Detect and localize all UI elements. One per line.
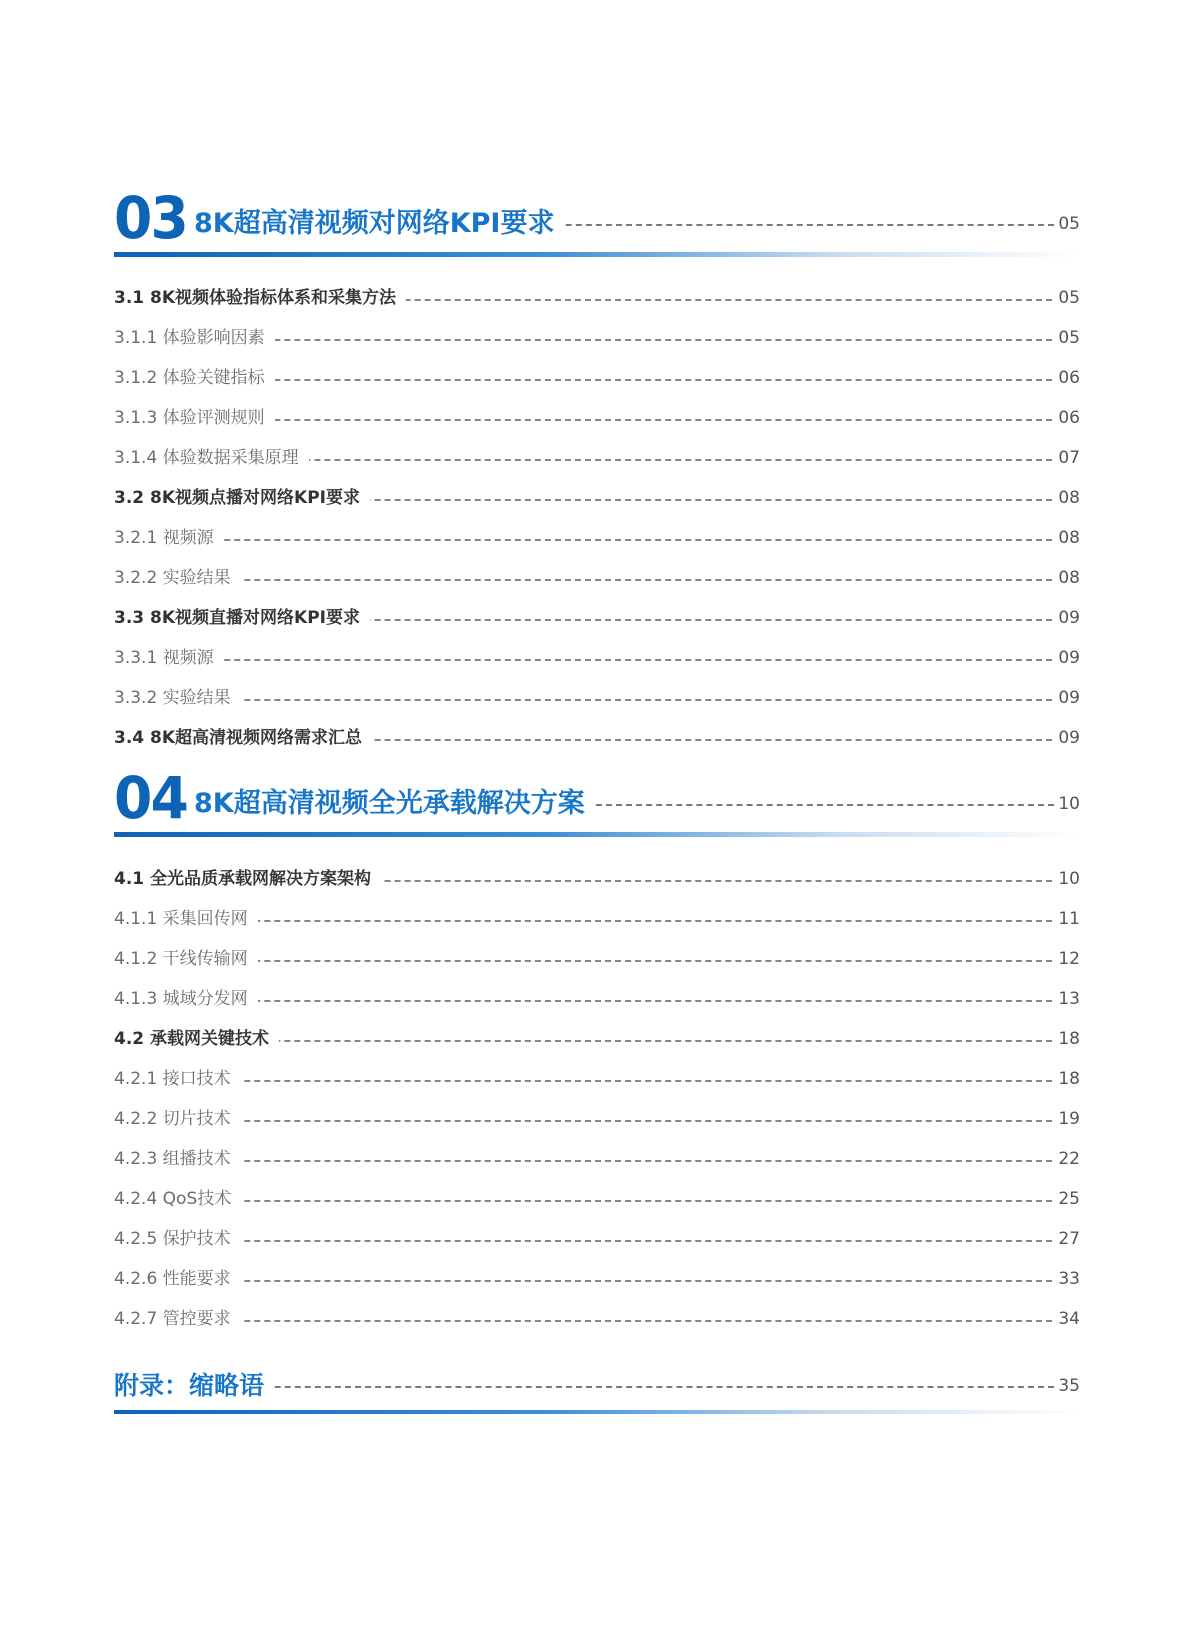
toc-entry-page: 05: [1054, 326, 1080, 350]
toc-entry-label: 3.1.3 体验评测规则: [114, 406, 275, 430]
toc-entry-3-2-1[interactable]: [114, 523, 1080, 553]
toc-entry-label: 3.2.1 视频源: [114, 526, 224, 550]
appendix-underline: [114, 1410, 1080, 1414]
toc-entry-label: 3.1.4 体验数据采集原理: [114, 446, 309, 470]
toc-entry-page: 09: [1054, 606, 1080, 630]
dotted-leader: [114, 1080, 1052, 1082]
chapter-page-number: 05: [1058, 214, 1080, 234]
toc-entry-page: 07: [1054, 446, 1080, 470]
toc-entry-4-2[interactable]: [114, 1024, 1080, 1054]
toc-entry-label: 3.4 8K超高清视频网络需求汇总: [114, 726, 372, 750]
toc-entry-label: 3.2.2 实验结果: [114, 566, 241, 590]
toc-entry-page: 08: [1054, 566, 1080, 590]
toc-entry-page: 08: [1054, 526, 1080, 550]
toc-entry-page: 09: [1054, 686, 1080, 710]
toc-entry-3-4[interactable]: [114, 723, 1080, 753]
toc-entry-4-2-5[interactable]: [114, 1224, 1080, 1254]
toc-entry-label: 3.3 8K视频直播对网络KPI要求: [114, 606, 370, 630]
toc-entry-label: 4.2.1 接口技术: [114, 1067, 241, 1091]
toc-entry-3-1-3[interactable]: [114, 403, 1080, 433]
toc-entry-4-1-1[interactable]: [114, 904, 1080, 934]
toc-entry-label: 3.2 8K视频点播对网络KPI要求: [114, 486, 370, 510]
toc-entry-4-2-1[interactable]: [114, 1064, 1080, 1094]
toc-entry-label: 4.2.4 QoS技术: [114, 1187, 241, 1211]
toc-entry-label: 4.1.2 干线传输网: [114, 947, 258, 971]
toc-entry-3-3-1[interactable]: [114, 643, 1080, 673]
toc-entry-label: 3.1 8K视频体验指标体系和采集方法: [114, 286, 406, 310]
dotted-leader: [114, 579, 1052, 581]
chapter-03-heading[interactable]: [114, 184, 1080, 252]
toc-entry-page: 25: [1054, 1187, 1080, 1211]
toc-entry-4-2-4[interactable]: [114, 1184, 1080, 1214]
toc-entry-label: 4.1 全光品质承载网解决方案架构: [114, 867, 381, 891]
chapter-underline: [114, 252, 1080, 257]
toc-entry-4-1[interactable]: [114, 864, 1080, 894]
dotted-leader: [114, 1280, 1052, 1282]
toc-entry-4-1-2[interactable]: [114, 944, 1080, 974]
appendix-heading[interactable]: [114, 1350, 1080, 1410]
toc-entry-4-2-6[interactable]: [114, 1264, 1080, 1294]
toc-entry-label: 4.2.6 性能要求: [114, 1267, 241, 1291]
dotted-leader: [114, 1320, 1052, 1322]
appendix-page-number: 35: [1058, 1376, 1080, 1396]
toc-entry-3-1[interactable]: [114, 283, 1080, 313]
toc-entry-4-1-3[interactable]: [114, 984, 1080, 1014]
toc-entry-label: 4.2.7 管控要求: [114, 1307, 241, 1331]
chapter-04-heading[interactable]: [114, 764, 1080, 832]
dotted-leader: [114, 1120, 1052, 1122]
toc-entry-page: 34: [1054, 1307, 1080, 1331]
toc-entry-label: 4.2 承载网关键技术: [114, 1027, 279, 1051]
chapter-title: 8K超高清视频对网络KPI要求: [194, 206, 562, 242]
dotted-leader: [114, 1160, 1052, 1162]
toc-entry-3-2-2[interactable]: [114, 563, 1080, 593]
toc-entry-label: 4.2.2 切片技术: [114, 1107, 241, 1131]
toc-entry-page: 10: [1054, 867, 1080, 891]
toc-entry-3-1-2[interactable]: [114, 363, 1080, 393]
toc-entry-label: 4.2.3 组播技术: [114, 1147, 241, 1171]
toc-entry-label: 3.3.1 视频源: [114, 646, 224, 670]
toc-entry-page: 18: [1054, 1027, 1080, 1051]
toc-entry-label: 3.1.2 体验关键指标: [114, 366, 275, 390]
toc-entry-page: 33: [1054, 1267, 1080, 1291]
toc-entry-page: 11: [1054, 907, 1080, 931]
appendix-title: 附录：缩略语: [114, 1368, 272, 1404]
toc-entry-page: 05: [1054, 286, 1080, 310]
toc-entry-3-3-2[interactable]: [114, 683, 1080, 713]
toc-entry-3-1-1[interactable]: [114, 323, 1080, 353]
toc-entry-label: 4.1.3 城域分发网: [114, 987, 258, 1011]
dotted-leader: [114, 1240, 1052, 1242]
toc-entry-page: 06: [1054, 406, 1080, 430]
toc-entry-page: 22: [1054, 1147, 1080, 1171]
chapter-underline: [114, 832, 1080, 837]
toc-entry-label: 4.1.1 采集回传网: [114, 907, 258, 931]
toc-entry-3-3[interactable]: [114, 603, 1080, 633]
toc-entry-label: 3.3.2 实验结果: [114, 686, 241, 710]
dotted-leader: [114, 539, 1052, 541]
toc-entry-page: 27: [1054, 1227, 1080, 1251]
toc-entry-page: 19: [1054, 1107, 1080, 1131]
chapter-number: 04: [114, 764, 187, 832]
toc-entry-page: 18: [1054, 1067, 1080, 1091]
toc-entry-3-1-4[interactable]: [114, 443, 1080, 473]
toc-entry-page: 09: [1054, 726, 1080, 750]
toc-entry-page: 09: [1054, 646, 1080, 670]
chapter-number: 03: [114, 184, 187, 252]
toc-entry-page: 13: [1054, 987, 1080, 1011]
toc-entry-3-2[interactable]: [114, 483, 1080, 513]
toc-entry-page: 08: [1054, 486, 1080, 510]
toc-entry-label: 4.2.5 保护技术: [114, 1227, 241, 1251]
toc-entry-4-2-3[interactable]: [114, 1144, 1080, 1174]
chapter-title: 8K超高清视频全光承载解决方案: [194, 786, 593, 822]
chapter-page-number: 10: [1058, 794, 1080, 814]
toc-entry-4-2-2[interactable]: [114, 1104, 1080, 1134]
toc-entry-page: 12: [1054, 947, 1080, 971]
toc-entry-4-2-7[interactable]: [114, 1304, 1080, 1334]
dotted-leader: [114, 659, 1052, 661]
dotted-leader: [114, 1200, 1052, 1202]
toc-entry-label: 3.1.1 体验影响因素: [114, 326, 275, 350]
dotted-leader: [114, 699, 1052, 701]
toc-entry-page: 06: [1054, 366, 1080, 390]
